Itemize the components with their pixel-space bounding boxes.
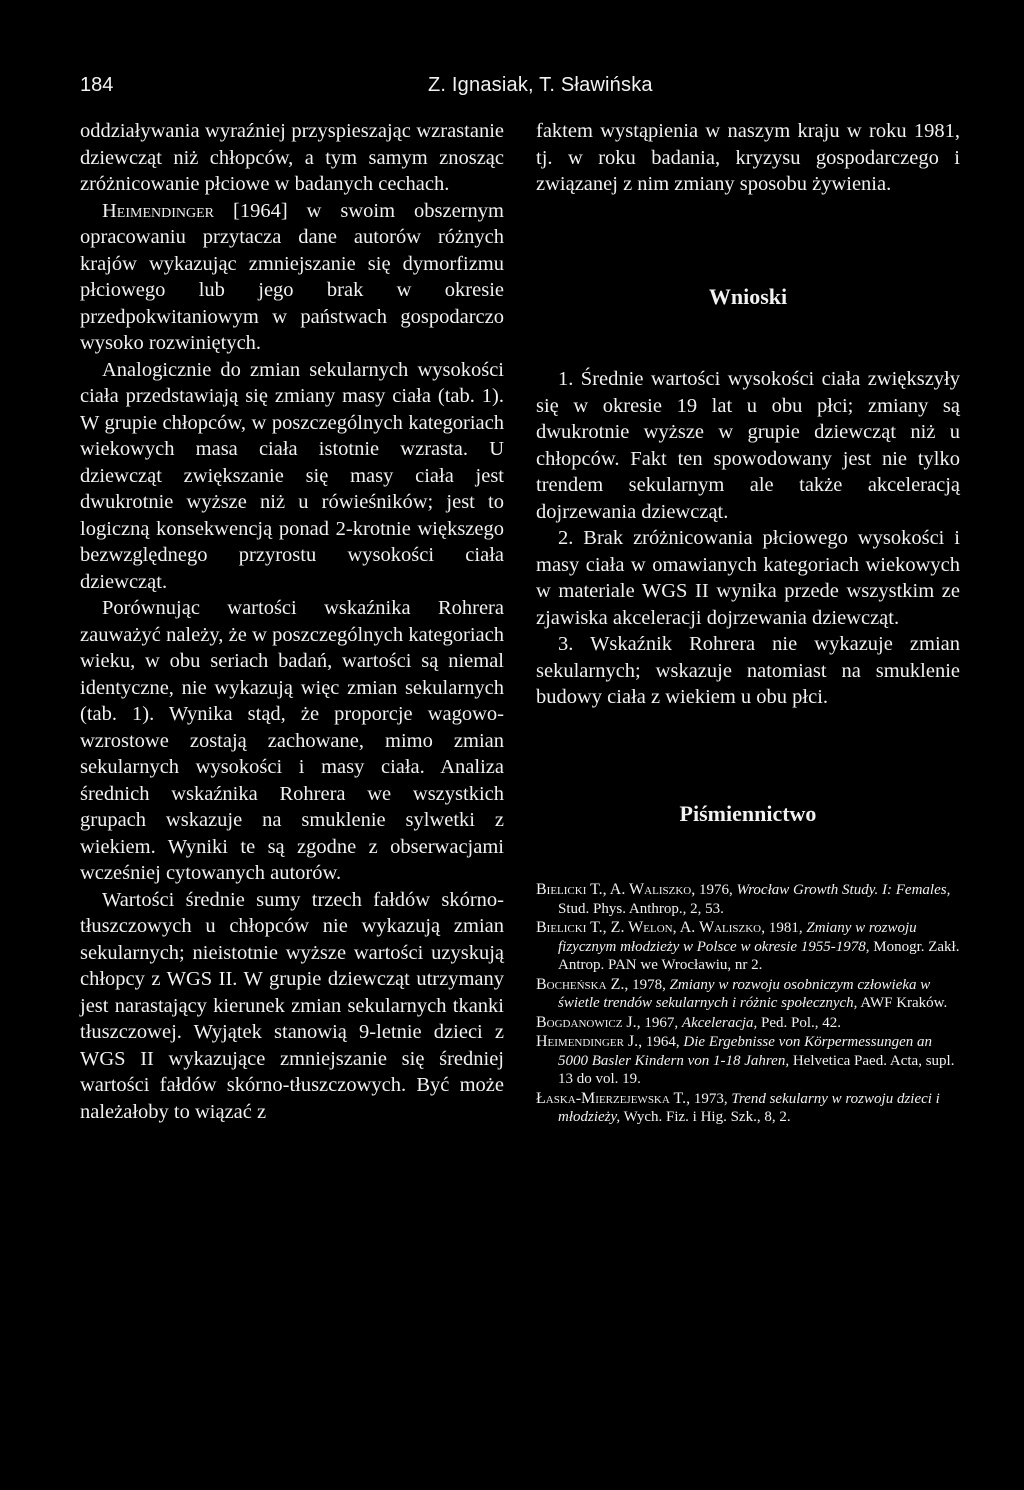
paragraph-3: Analogicznie do zmian sekularnych wysokości ciała przedstawiają się zmiany masy ciała (tab. 1). W grupie chłopców, w poszczególnych kategoriach wiekowych masa ciała istotnie wzrasta. U dziewcząt zwiększanie się masy ciała jest dwukrotnie wyższe niż u rówieśników; jest to logiczną konsekwencją ponad 2-krotnie większego bezwzględnego przyrostu wysokości ciała dziewcząt.: [80, 358, 504, 593]
reference-author: Heimendinger J.,: [536, 1033, 643, 1050]
reference-year: 1973,: [690, 1090, 732, 1107]
reference-year: 1981,: [765, 920, 807, 936]
reference-author: Bielicki T., Z. Welon, A. Waliszko,: [536, 919, 766, 936]
reference-year: 1976,: [695, 882, 737, 898]
reference-year: 1978,: [628, 976, 670, 993]
conclusion-item: 3. Wskaźnik Rohrera nie wykazuje zmian sekularnych; wskazuje natomiast na smuklenie budowy ciała z wiekiem u obu płci.: [536, 633, 960, 708]
reference-source: Wych. Fiz. i Hig. Szk., 8, 2.: [620, 1109, 791, 1125]
reference-source: AWF Kraków.: [857, 995, 948, 1011]
paragraph-1: oddziaływania wyraźniej przyspieszając wzrastanie dziewcząt niż chłopców, a tym samym znosząc zróżnicowanie płciowe w badanych cechach.: [80, 120, 504, 195]
reference-title: Zmiany w rozwoju fizycznym młodzieży w Polsce w okresie 1955-1978,: [558, 920, 917, 955]
reference-item: [536, 1014, 960, 1033]
left-column: [80, 118, 504, 1125]
reference-source: Monogr. Zakł. Antrop. PAN we Wrocławiu, nr 2.: [558, 938, 960, 973]
reference-item: [536, 881, 960, 918]
conclusion-item: 1. Średnie wartości wysokości ciała zwiększyły się w okresie 19 lat u obu płci; zmiany są dwukrotnie wyższe w grupie dziewcząt niż u chłopców. Fakt ten spowodowany jest nie tylko trendem sekularnym ale także akceleracją dojrzewania dziewcząt.: [536, 368, 960, 523]
reference-item: [536, 976, 960, 1013]
reference-title: Trend sekularny w rozwoju dzieci i młodzieży,: [558, 1090, 940, 1125]
reference-author: Bogdanowicz J.,: [536, 1013, 641, 1031]
page-number: 184: [80, 74, 114, 96]
paragraph-continued: faktem wystąpienia w naszym kraju w roku 1981, tj. w roku badania, kryzysu gospodarczego i związanej z nim zmiany sposobu żywienia.: [536, 120, 960, 195]
page-header: [80, 74, 960, 104]
cited-author: Heimendinger: [102, 199, 215, 222]
paragraph-2-text: [1964] w swoim obszernym opracowaniu przytacza dane autorów różnych krajów wykazując zmniejszanie się dymorfizmu płciowego lub jego brak w okresie przedpokwitaniowym w państwach gospodarczo wysoko rozwiniętych.: [80, 199, 504, 354]
conclusion-item: 2. Brak zróżnicowania płciowego wysokości i masy ciała w omawianych kategoriach wiekowych w materiale WGS II wynika przede wszystkim ze zjawiska akceleracji dojrzewania dziewcząt.: [536, 527, 960, 629]
reference-title: Wrocław Growth Study. I: Females,: [736, 882, 951, 898]
paragraph-2: [80, 198, 504, 357]
reference-item: [536, 1090, 960, 1127]
reference-source: Stud. Phys. Anthrop., 2, 53.: [558, 900, 724, 917]
right-column: [536, 118, 960, 1128]
reference-author: Bocheńska Z.,: [536, 975, 629, 993]
paragraph-5: Wartości średnie sumy trzech fałdów skórno-tłuszczowych u chłopców nie wykazują zmian sekularnych; nieistotnie wyższe wartości uzyskują chłopcy z WGS II. W grupie dziewcząt utrzymany jest narastający kierunek zmian sekularnych tkanki tłuszczowej. Wyjątek stanowią 9-letnie dzieci z WGS II wykazujące zmniejszanie się średniej wartości fałdów skórno-tłuszczowych. Być może należałoby to wiązać z: [80, 888, 504, 1123]
reference-title: Zmiany w rozwoju osobniczym człowieka w świetle trendów sekularnych i różnic społecznych,: [558, 976, 931, 1011]
reference-list: [536, 881, 960, 1127]
reference-year: 1964,: [642, 1034, 684, 1050]
reference-author: Łaska-Mierzejewska T.,: [536, 1089, 691, 1107]
reference-item: [536, 1033, 960, 1089]
conclusions-heading: Wnioski: [708, 283, 788, 309]
reference-source: Helvetica Paed. Acta, supl. 13 do vol. 19.: [558, 1052, 955, 1087]
reference-title: Die Ergebnisse von Körpermessungen an 5000 Basler Kindern von 1-18 Jahren,: [558, 1034, 932, 1069]
references-heading: Piśmiennictwo: [679, 800, 817, 826]
reference-title: Akceleracja,: [681, 1014, 758, 1031]
running-head: Z. Ignasiak, T. Sławińska: [428, 74, 653, 96]
reference-year: 1967,: [640, 1014, 682, 1031]
reference-source: Ped. Pol., 42.: [757, 1014, 842, 1031]
reference-item: [536, 919, 960, 975]
reference-author: Bielicki T., A. Waliszko,: [536, 881, 696, 898]
paragraph-4: Porównując wartości wskaźnika Rohrera zauważyć należy, że w poszczególnych kategoriach wieku, w obu seriach badań, wartości są niemal identyczne, nie wykazują więc zmian sekularnych (tab. 1). Wynika stąd, że proporcje wagowo-wzrostowe zostają zachowane, mimo zmian sekularnych wysokości i masy ciała. Analiza średnich wskaźnika Rohrera we wszystkich grupach wskazuje na smuklenie sylwetki z wiekiem. Wyniki te są zgodne z obserwacjami wcześniej cytowanych autorów.: [80, 597, 504, 884]
